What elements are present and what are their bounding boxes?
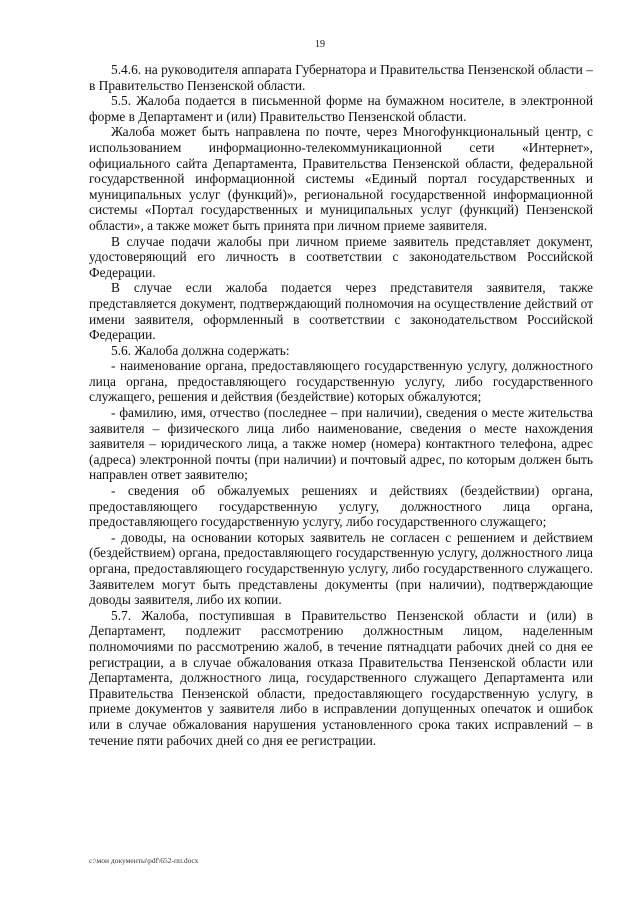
paragraph-representative: В случае если жалоба подается через представителя заявителя, также представляется документ, подтверждающий полномочия на осуществление действий от имени заявителя, оформленный в соответствии с законодательством Российской Федерации. [89,280,593,343]
paragraph-5-6: 5.6. Жалоба должна содержать: [111,342,290,358]
paragraph-5-4-6: 5.4.6. на руководителя аппарата Губернатора и Правительства Пензенской области – в Правительство Пензенской области. [89,62,593,93]
paragraph-5-7: 5.7. Жалоба, поступившая в Правительство Пензенской области и (или) в Департамент, подлежит рассмотрению должностным лицом, наделенным полномочиями по рассмотрению жалоб, в течение пятнадцати рабочих дней со дня ее регистрации, а в случае обжалования отказа Правительства Пензенской области или Департамента, должностного лица, государственного служащего Департамента или Правительства Пензенской области, предоставляющего государственную услугу, в приеме документов у заявителя либо в исправлении допущенных опечаток и ошибок или в случае обжалования нарушения установленного срока таких исправлений – в течение пяти рабочих дней со дня ее регистрации. [89,607,593,748]
list-item-authority-name: - наименование органа, предоставляющего государственную услугу, должностного лица органа, предоставляющего государственную услугу, либо государственного служащего, решения и действия (бездействие) которых обжалуются; [89,358,593,405]
document-body [89,62,593,748]
paragraph-personal-reception: В случае подачи жалобы при личном приеме заявитель представляет документ, удостоверяющий его личность в соответствии с законодательством Российской Федерации. [89,233,593,280]
list-item-arguments: - доводы, на основании которых заявитель не согласен с решением и действием (бездействием) органа, предоставляющего государственную услугу, должностного лица органа, предоставляющего государственную услугу, либо государственного служащего. Заявителем могут быть представлены документы (при наличии), подтверждающие доводы заявителя, либо их копии. [89,529,593,608]
paragraph-5-5: 5.5. Жалоба подается в письменной форме на бумажном носителе, в электронной форме в Департамент и (или) Правительство Пензенской области. [89,93,593,124]
list-item-applicant-details: - фамилию, имя, отчество (последнее – при наличии), сведения о месте жительства заявителя – физического лица либо наименование, сведения о месте нахождения заявителя – юридического лица, а также номер (номера) контактного телефона, адрес (адреса) электронной почты (при наличии) и почтовый адрес, по которым должен быть направлен ответ заявителю; [89,405,593,483]
paragraph-submission-channels: Жалоба может быть направлена по почте, через Многофункциональный центр, с использованием информационно-телекоммуникационной сети «Интернет», официального сайта Департамента, Правительства Пензенской области, федеральной государственной информационной системы «Единый портал государственных и муниципальных услуг (функций)», региональной государственной информационной системы «Портал государственных и муниципальных услуг (функций) Пензенской области», а также может быть принята при личном приеме заявителя. [89,124,593,233]
page-number: 19 [315,39,325,50]
list-item-appealed-decisions: - сведения об обжалуемых решениях и действиях (бездействии) органа, предоставляющего государственную услугу, должностного лица органа, предоставляющего государственную услугу, либо государственного служащего; [89,483,593,530]
footer-file-path: c:\мои документы\pdf\652-пп.docx [89,856,199,865]
